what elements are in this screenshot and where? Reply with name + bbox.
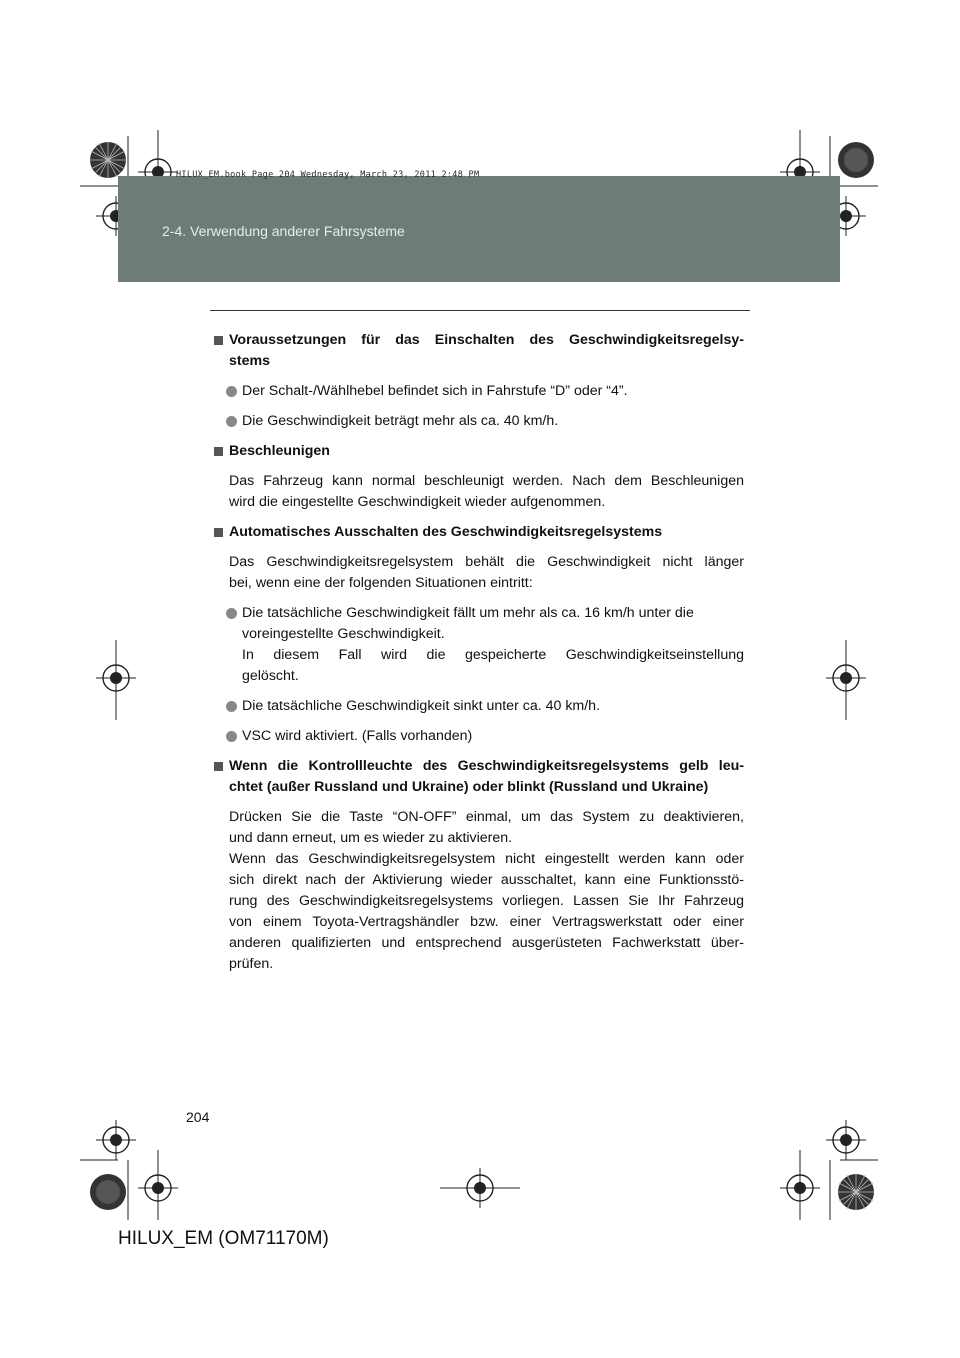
bullet-item [214,726,744,747]
registration-target-bottom-left [138,1168,178,1208]
paragraph-line: Drücken Sie die Taste “ON-OFF” einmal, um das System zu deaktivieren, [229,809,744,825]
paragraph [214,807,744,975]
heading-auto-cancel [214,522,744,543]
heading-line: Voraussetzungen für das Einschalten des Geschwindigkeitsregelsy- [229,332,744,348]
bullet-text: gelöscht. [242,668,299,684]
sunburst-mark-bottom-right [836,1172,876,1212]
heading-line: Automatisches Ausschalten des Geschwindigkeitsregelsystems [229,524,663,540]
heading-line: Wenn die Kontrollleuchte des Geschwindigkeitsregelsystems gelb leu- [229,758,744,774]
bullet-text: In diesem Fall wird die gespeicherte Geschwindigkeitseinstellung [242,647,744,663]
bullet-item [214,411,744,432]
page-number: 204 [186,1109,210,1125]
sunburst-mark-bottom-left [88,1172,128,1212]
heading-line: Beschleunigen [229,443,330,459]
registration-target-right-middle [826,658,866,698]
paragraph [214,471,744,513]
paragraph-line: und dann erneut, um es wieder zu aktivieren. [229,830,513,846]
paragraph-line: wird die eingestellte Geschwindigkeit wieder aufgenommen. [229,494,606,510]
registration-target-left-lower [96,1120,136,1160]
round-bullet-icon [226,701,237,712]
bullet-text: Die Geschwindigkeit beträgt mehr als ca. 40 km/h. [242,413,559,429]
bullet-item [214,381,744,402]
registration-target-bottom-right [780,1168,820,1208]
round-bullet-icon [226,386,237,397]
bullet-item [214,603,744,687]
heading-acceleration [214,441,744,462]
book-info: HILUX_EM.book Page 204 Wednesday, March 23, 2011 2:48 PM [176,170,480,180]
paragraph-line: prüfen. [229,956,274,972]
paragraph-line: sich direkt nach der Aktivierung wieder ausschaltet, kann eine Funktionsstö- [229,872,744,888]
square-bullet-icon [214,762,223,771]
bullet-text: Die tatsächliche Geschwindigkeit sinkt unter ca. 40 km/h. [242,698,601,714]
section-title: 2-4. Verwendung anderer Fahrsysteme [162,223,405,239]
bullet-item [214,696,744,717]
bullet-text: voreingestellte Geschwindigkeit. [242,626,445,642]
square-bullet-icon [214,447,223,456]
square-bullet-icon [214,528,223,537]
paragraph-line: Wenn das Geschwindigkeitsregelsystem nicht eingestellt werden kann oder [229,851,744,867]
header-rule [210,310,750,311]
square-bullet-icon [214,336,223,345]
sunburst-mark-top-right [836,140,876,180]
bullet-text: Der Schalt-/Wählhebel befindet sich in Fahrstufe “D” oder “4”. [242,383,628,399]
paragraph [214,552,744,594]
content [214,330,744,984]
footer-code: HILUX_EM (OM71170M) [118,1228,329,1249]
paragraph-line: bei, wenn eine der folgenden Situationen eintritt: [229,575,533,591]
heading-indicator-light [214,756,744,798]
registration-target-bottom-center [440,1168,520,1208]
heading-line: stems [229,353,271,369]
paragraph-line: Das Fahrzeug kann normal beschleunigt werden. Nach dem Beschleunigen [229,473,744,489]
round-bullet-icon [226,608,237,619]
bullet-text: VSC wird aktiviert. (Falls vorhanden) [242,728,473,744]
bullet-text: Die tatsächliche Geschwindigkeit fällt um mehr als ca. 16 km/h unter die [242,605,694,621]
paragraph-line: Das Geschwindigkeitsregelsystem behält die Geschwindigkeit nicht länger [229,554,744,570]
heading-line: chtet (außer Russland und Ukraine) oder blinkt (Russland und Ukraine) [229,779,709,795]
registration-target-right-lower [826,1120,866,1160]
round-bullet-icon [226,416,237,427]
paragraph-line: anderen qualifizierten und entsprechend ausgerüsteten Fachwerkstatt über- [229,935,744,951]
paragraph-line: von einem Toyota-Vertragshändler bzw. einer Vertragswerkstatt oder einer [229,914,744,930]
paragraph-line: rung des Geschwindigkeitsregelsystems vorliegen. Lassen Sie Ihr Fahrzeug [229,893,744,909]
registration-target-left-middle [96,658,136,698]
sunburst-mark-top-left [88,140,128,180]
round-bullet-icon [226,731,237,742]
heading-conditions [214,330,744,372]
